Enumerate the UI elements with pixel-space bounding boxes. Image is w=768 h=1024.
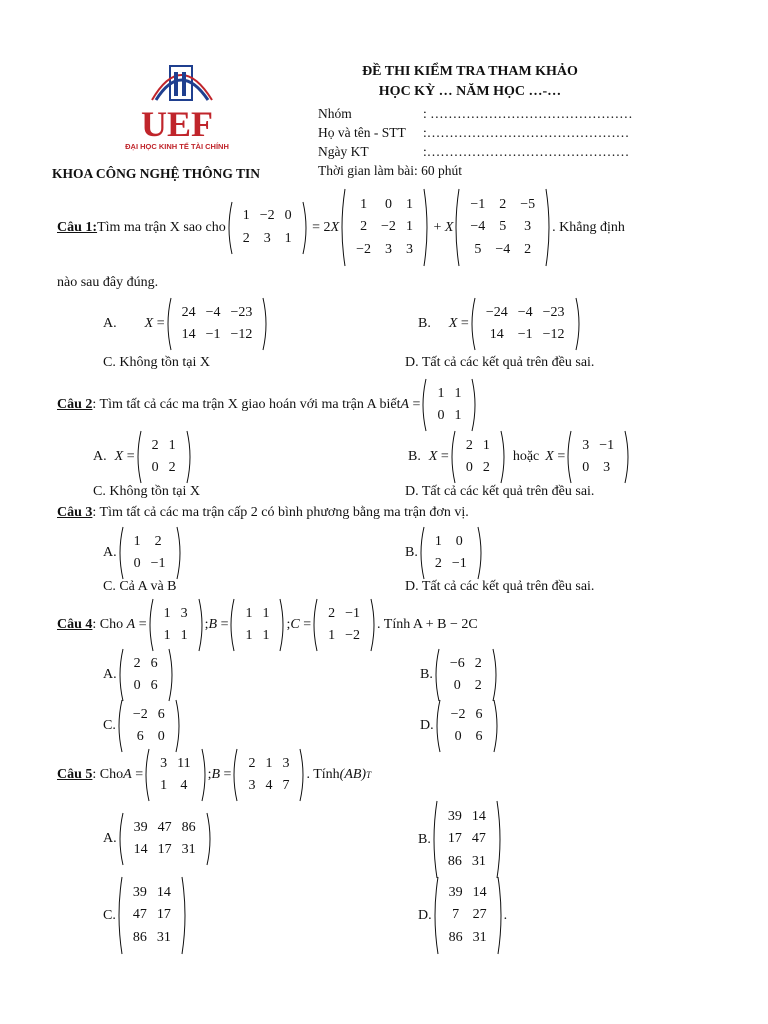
matrix-entry: −4 <box>470 219 486 235</box>
or-text: hoặc <box>512 449 540 464</box>
matrix-entry: −1 <box>599 437 615 453</box>
right-paren-icon <box>575 297 582 351</box>
matrix <box>147 598 205 652</box>
answer-d: D. Tất cả các kết quả trên đều sai. <box>405 579 595 594</box>
question-label: Câu 1: <box>57 219 98 235</box>
left-paren-icon <box>565 430 572 484</box>
answer-d <box>420 699 500 753</box>
matrix-entry: 86 <box>132 929 147 945</box>
matrix <box>339 188 430 267</box>
answer-label: D. <box>420 718 434 733</box>
answer-c: C. Không tồn tại X <box>103 355 210 370</box>
answer-label: C. <box>103 718 116 733</box>
matrix-entry: 14 <box>181 327 196 342</box>
question-label: Câu 2 <box>57 397 93 412</box>
matrix <box>469 297 582 351</box>
right-paren-icon <box>492 648 499 702</box>
question-label: Câu 5 <box>57 767 93 782</box>
matrix-entry: 2 <box>248 755 256 771</box>
matrix <box>433 648 499 702</box>
answer-label: B. <box>405 545 418 560</box>
matrix-body <box>427 383 471 428</box>
university-logo <box>112 64 242 154</box>
matrix-entry: 0 <box>133 678 141 693</box>
answer-a <box>103 812 213 866</box>
logo-subtitle: ĐẠI HỌC KINH TẾ TÀI CHÍNH <box>125 142 229 151</box>
matrix-entry: 47 <box>157 819 172 835</box>
matrix <box>431 800 503 879</box>
matrix-entry: 2 <box>474 655 482 671</box>
answer-d <box>418 876 507 955</box>
matrix-entry: −12 <box>230 327 253 342</box>
matrix <box>420 378 478 432</box>
right-paren-icon <box>496 800 503 879</box>
matrix-entry: 31 <box>156 929 171 945</box>
matrix-entry: 1 <box>168 437 176 453</box>
matrix-entry: 86 <box>447 853 462 869</box>
left-paren-icon <box>434 699 441 753</box>
expression: (AB) <box>339 767 367 782</box>
matrix-entry: 31 <box>181 842 196 857</box>
matrix-body <box>346 194 423 261</box>
matrix-entry: 2 <box>168 460 176 475</box>
matrix-body <box>124 531 176 576</box>
matrix-entry: 0 <box>384 197 392 213</box>
matrix-body <box>238 753 299 798</box>
answer-label: D. <box>418 907 432 923</box>
matrix-entry: 1 <box>245 628 253 643</box>
matrix-entry: −2 <box>381 219 396 235</box>
matrix <box>143 748 207 802</box>
matrix-entry: 17 <box>156 907 171 923</box>
field-label: Họ và tên - STT <box>318 125 406 140</box>
answer-a <box>103 526 183 580</box>
matrix-entry: −5 <box>520 197 536 213</box>
left-paren-icon <box>431 800 438 879</box>
matrix-entry: −4 <box>495 241 511 257</box>
matrix-entry: 2 <box>434 556 442 571</box>
question-label: Câu 4 <box>57 617 93 632</box>
left-paren-icon <box>432 876 439 955</box>
matrix-entry: 47 <box>132 907 147 923</box>
question-text: : Tìm tất cả các ma trận X giao hoán với ma trận A biết <box>92 397 401 412</box>
answer-d: D. Tất cả các kết quả trên đều sai. <box>405 484 595 499</box>
matrix <box>135 430 193 484</box>
right-paren-icon <box>299 748 306 802</box>
matrix-entry: 39 <box>133 819 148 835</box>
question-1: Câu 1: Tìm ma trận X sao cho 1 −2 0 2 3 1 = 2X 1 0 1 2 −2 1 −2 3 3 + X −1 2 −5 −4 5 3 5 −4 2 . Khẳng định <box>57 188 625 267</box>
matrix-body <box>438 806 496 873</box>
answer-label: A. <box>103 667 117 682</box>
matrix-entry: −4 <box>517 304 533 320</box>
answer-c <box>103 876 188 955</box>
left-paren-icon <box>143 748 150 802</box>
matrix <box>165 297 270 351</box>
matrix-entry: 27 <box>472 907 487 923</box>
matrix-entry: −23 <box>230 304 253 320</box>
matrix-entry: 1 <box>405 219 413 235</box>
matrix-entry: 11 <box>177 755 191 771</box>
matrix-entry: 3 <box>282 755 290 771</box>
left-paren-icon <box>339 188 346 267</box>
exam-term: HỌC KỲ … NĂM HỌC …-… <box>378 84 562 99</box>
matrix-entry: 3 <box>248 778 256 793</box>
question-4: Câu 4 : Cho A = 1 3 1 1 ;B = 1 1 1 1 ;C = 2 −1 1 −2 . Tính A + B − 2C <box>57 598 478 652</box>
matrix-entry: −24 <box>485 304 508 320</box>
matrix-body <box>439 882 497 949</box>
matrix-entry: 1 <box>434 533 442 549</box>
left-paren-icon <box>453 188 460 267</box>
matrix-entry: 1 <box>133 533 141 549</box>
left-paren-icon <box>165 297 172 351</box>
matrix-entry: 1 <box>482 437 490 453</box>
matrix-entry: 3 <box>603 460 611 475</box>
answer-d: D. Tất cả các kết quả trên đều sai. <box>405 355 595 370</box>
matrix-entry: 1 <box>454 385 462 401</box>
right-paren-icon <box>500 430 507 484</box>
matrix-entry: 0 <box>151 460 159 475</box>
matrix-entry: 5 <box>474 241 482 257</box>
matrix-entry: 31 <box>471 853 486 869</box>
matrix-entry: 3 <box>263 230 271 246</box>
left-paren-icon <box>117 648 124 702</box>
matrix-body <box>172 302 263 347</box>
answer-c: C. Không tồn tại X <box>93 484 200 499</box>
matrix-entry: 1 <box>262 605 270 621</box>
right-paren-icon <box>471 378 478 432</box>
answer-label: C. <box>103 907 116 923</box>
left-paren-icon <box>147 598 154 652</box>
matrix-entry: 2 <box>154 533 162 549</box>
question-2: Câu 2 : Tìm tất cả các ma trận X giao hoán với ma trận A biết A = 1 1 0 1 <box>57 378 478 432</box>
matrix-entry: 7 <box>282 778 290 793</box>
right-paren-icon <box>181 876 188 955</box>
matrix-entry: 39 <box>132 885 147 901</box>
answer-b: B. X = 2 1 0 2 hoặc X = 3 −1 0 3 <box>408 430 631 484</box>
matrix-entry: 0 <box>284 208 292 224</box>
matrix-entry: −2 <box>450 706 466 722</box>
matrix-entry: 14 <box>156 885 171 901</box>
matrix-entry: 2 <box>151 437 159 453</box>
faculty-name: KHOA CÔNG NGHỆ THÔNG TIN <box>52 166 261 181</box>
exam-title: ĐỀ THI KIỂM TRA THAM KHẢO <box>362 64 578 79</box>
right-paren-icon <box>279 598 286 652</box>
matrix-entry: 2 <box>482 460 490 475</box>
matrix-entry: 14 <box>472 885 487 901</box>
question-text: : Tìm tất cả các ma trận cấp 2 có bình phương bằng ma trận đơn vị. <box>92 505 469 520</box>
matrix-entry: 2 <box>524 241 532 257</box>
matrix-entry: −6 <box>449 655 465 671</box>
answer-b <box>418 800 503 879</box>
answer-label: A. <box>103 316 117 331</box>
matrix-entry: 1 <box>328 628 336 643</box>
right-paren-icon <box>493 699 500 753</box>
matrix-entry: 2 <box>133 655 141 671</box>
answer-label: B. <box>420 667 433 682</box>
left-paren-icon <box>420 378 427 432</box>
matrix-body <box>460 194 545 261</box>
left-paren-icon <box>228 598 235 652</box>
question-text: : Cho <box>92 617 124 632</box>
superscript: T <box>366 770 372 780</box>
matrix-entry: 1 <box>163 605 171 621</box>
field-value: : ……………………………………… <box>423 106 633 121</box>
matrix-entry: 17 <box>447 831 462 847</box>
matrix-entry: 1 <box>454 408 462 423</box>
question-text: Tìm ma trận X sao cho <box>97 219 226 235</box>
answer-label: A. <box>103 545 117 560</box>
field-label: Nhóm <box>318 106 352 121</box>
matrix <box>565 430 631 484</box>
matrix-entry: 1 <box>405 197 413 213</box>
left-paren-icon <box>231 748 238 802</box>
matrix-entry: 24 <box>181 304 196 320</box>
matrix-entry: 1 <box>160 778 168 793</box>
matrix-entry: −2 <box>345 628 361 643</box>
field-label: Ngày KT <box>318 144 369 159</box>
matrix-body <box>124 817 206 862</box>
matrix-entry: 1 <box>180 628 188 643</box>
question-3 <box>57 505 469 521</box>
question-label: Câu 3 <box>57 505 93 520</box>
matrix <box>418 526 484 580</box>
matrix-body <box>142 435 186 480</box>
matrix-entry: −1 <box>451 556 467 571</box>
matrix-entry: 3 <box>524 219 532 235</box>
matrix-entry: 3 <box>160 755 168 771</box>
left-paren-icon <box>469 297 476 351</box>
right-paren-icon <box>206 812 213 866</box>
logo-emblem-icon <box>112 64 242 144</box>
matrix-body <box>572 435 624 480</box>
matrix <box>231 748 306 802</box>
right-paren-icon <box>262 297 269 351</box>
matrix-entry: 6 <box>150 678 158 693</box>
matrix-body <box>154 603 198 648</box>
question-tail: . Tính <box>306 767 340 782</box>
left-paren-icon <box>116 876 123 955</box>
matrix-entry: 6 <box>150 655 158 671</box>
matrix-entry: 2 <box>242 230 250 246</box>
matrix-body <box>123 882 181 949</box>
matrix-entry: 6 <box>136 729 144 744</box>
matrix-entry: 1 <box>163 628 171 643</box>
answer-c <box>103 699 182 753</box>
right-paren-icon <box>168 648 175 702</box>
matrix-entry: 86 <box>181 819 196 835</box>
matrix-entry: 1 <box>360 197 368 213</box>
right-paren-icon <box>201 748 208 802</box>
left-paren-icon <box>117 812 124 866</box>
matrix-entry: −2 <box>259 208 275 224</box>
matrix-entry: 86 <box>448 929 463 945</box>
matrix-body <box>441 704 493 749</box>
matrix-entry: 1 <box>265 755 273 771</box>
matrix-entry: 4 <box>265 778 273 793</box>
matrix-entry: 39 <box>448 885 463 901</box>
matrix-entry: −1 <box>345 605 361 621</box>
matrix-entry: 14 <box>489 327 504 342</box>
matrix-entry: −23 <box>542 304 565 320</box>
matrix-entry: 2 <box>474 678 482 693</box>
question-5: Câu 5 : Cho A = 3 11 1 4 ;B = 2 1 3 3 4 7 . Tính (AB) T <box>57 748 371 802</box>
matrix-entry: −4 <box>205 304 221 320</box>
matrix-entry: 2 <box>328 605 336 621</box>
left-paren-icon <box>135 430 142 484</box>
answer-label: B. <box>408 449 421 464</box>
matrix-entry: −1 <box>470 197 486 213</box>
matrix-entry: 0 <box>157 729 165 744</box>
logo-text: UEF <box>141 104 213 144</box>
field-value: :……………………………………… <box>423 144 630 159</box>
answer-label: B. <box>418 831 431 847</box>
matrix <box>434 699 500 753</box>
matrix-entry: 2 <box>360 219 368 235</box>
matrix-body <box>476 302 575 347</box>
matrix-entry: 3 <box>384 241 392 257</box>
matrix-body <box>440 653 492 698</box>
matrix-entry: 3 <box>405 241 413 257</box>
matrix <box>117 526 183 580</box>
matrix <box>311 598 377 652</box>
matrix <box>117 812 213 866</box>
matrix-entry: 6 <box>475 706 483 722</box>
matrix <box>432 876 504 955</box>
right-paren-icon <box>198 598 205 652</box>
matrix-body <box>123 704 175 749</box>
matrix-entry: 0 <box>133 556 141 571</box>
matrix-entry: 0 <box>465 460 473 475</box>
matrix-entry: 47 <box>471 831 486 847</box>
field-value: :……………………………………… <box>423 125 630 140</box>
matrix-entry: 5 <box>499 219 507 235</box>
matrix-body <box>124 653 168 698</box>
matrix-entry: 0 <box>437 408 445 423</box>
matrix-body <box>235 603 279 648</box>
matrix-body <box>233 205 302 250</box>
right-paren-icon <box>624 430 631 484</box>
matrix-entry: 6 <box>475 729 483 744</box>
left-paren-icon <box>433 648 440 702</box>
answer-label: B. <box>418 316 431 331</box>
matrix-entry: −2 <box>356 241 372 257</box>
left-paren-icon <box>418 526 425 580</box>
right-paren-icon <box>176 526 183 580</box>
matrix-entry: 0 <box>582 460 590 475</box>
matrix <box>226 201 309 255</box>
right-paren-icon <box>497 876 504 955</box>
matrix-entry: 4 <box>180 778 188 793</box>
matrix-entry: 3 <box>582 437 590 453</box>
question-tail: . Tính A + B − 2C <box>377 617 478 632</box>
matrix-entry: −1 <box>517 327 533 342</box>
matrix-entry: 1 <box>245 605 253 621</box>
question-text-cont: nào sau đây đúng. <box>57 275 159 290</box>
matrix-entry: 39 <box>447 809 462 825</box>
matrix-body <box>150 753 200 798</box>
right-paren-icon <box>302 201 309 255</box>
answer-a: A. X = 2 1 0 2 <box>93 430 193 484</box>
matrix-entry: −1 <box>150 556 166 571</box>
answer-c: C. Cả A và B <box>103 579 177 594</box>
answer-label: A. <box>93 449 107 464</box>
answer-a <box>103 648 175 702</box>
matrix-entry: 31 <box>472 929 487 945</box>
matrix-body <box>318 603 370 648</box>
matrix-entry: 1 <box>437 385 445 401</box>
matrix-body <box>456 435 500 480</box>
matrix-entry: 0 <box>453 678 461 693</box>
matrix-entry: 0 <box>454 729 462 744</box>
matrix <box>116 699 182 753</box>
answer-b <box>405 526 484 580</box>
matrix <box>453 188 552 267</box>
matrix-entry: 17 <box>157 842 172 857</box>
matrix-entry: −2 <box>132 706 148 722</box>
matrix-entry: 2 <box>499 197 507 213</box>
matrix-entry: −12 <box>542 327 565 342</box>
matrix-entry: 0 <box>455 533 463 549</box>
left-paren-icon <box>311 598 318 652</box>
period: . <box>503 907 508 923</box>
right-paren-icon <box>186 430 193 484</box>
left-paren-icon <box>226 201 233 255</box>
right-paren-icon <box>477 526 484 580</box>
right-paren-icon <box>423 188 430 267</box>
left-paren-icon <box>449 430 456 484</box>
question-tail: . Khẳng định <box>552 219 625 235</box>
answer-label: A. <box>103 831 117 846</box>
matrix-entry: −1 <box>205 327 221 342</box>
matrix-entry: 7 <box>452 907 460 923</box>
matrix-entry: 3 <box>180 605 188 621</box>
matrix-entry: 1 <box>262 628 270 643</box>
matrix-entry: 2 <box>465 437 473 453</box>
question-text: : Cho <box>92 767 124 782</box>
matrix-entry: 14 <box>471 809 486 825</box>
answer-b: B. X = −24 −4 −23 14 −1 −12 <box>418 297 582 351</box>
matrix <box>449 430 507 484</box>
matrix <box>117 648 175 702</box>
left-paren-icon <box>117 526 124 580</box>
matrix <box>116 876 188 955</box>
matrix-entry: 1 <box>284 230 292 246</box>
answer-b <box>420 648 499 702</box>
right-paren-icon <box>545 188 552 267</box>
matrix-entry: 14 <box>133 842 148 857</box>
matrix <box>228 598 286 652</box>
left-paren-icon <box>116 699 123 753</box>
matrix-entry: 6 <box>157 706 165 722</box>
field-group <box>318 106 633 182</box>
right-paren-icon <box>370 598 377 652</box>
right-paren-icon <box>175 699 182 753</box>
exam-time: Thời gian làm bài: 60 phút <box>318 163 462 178</box>
matrix-entry: 1 <box>242 208 250 224</box>
answer-a: A. X = 24 −4 −23 14 −1 −12 <box>103 297 269 351</box>
matrix-body <box>425 531 477 576</box>
